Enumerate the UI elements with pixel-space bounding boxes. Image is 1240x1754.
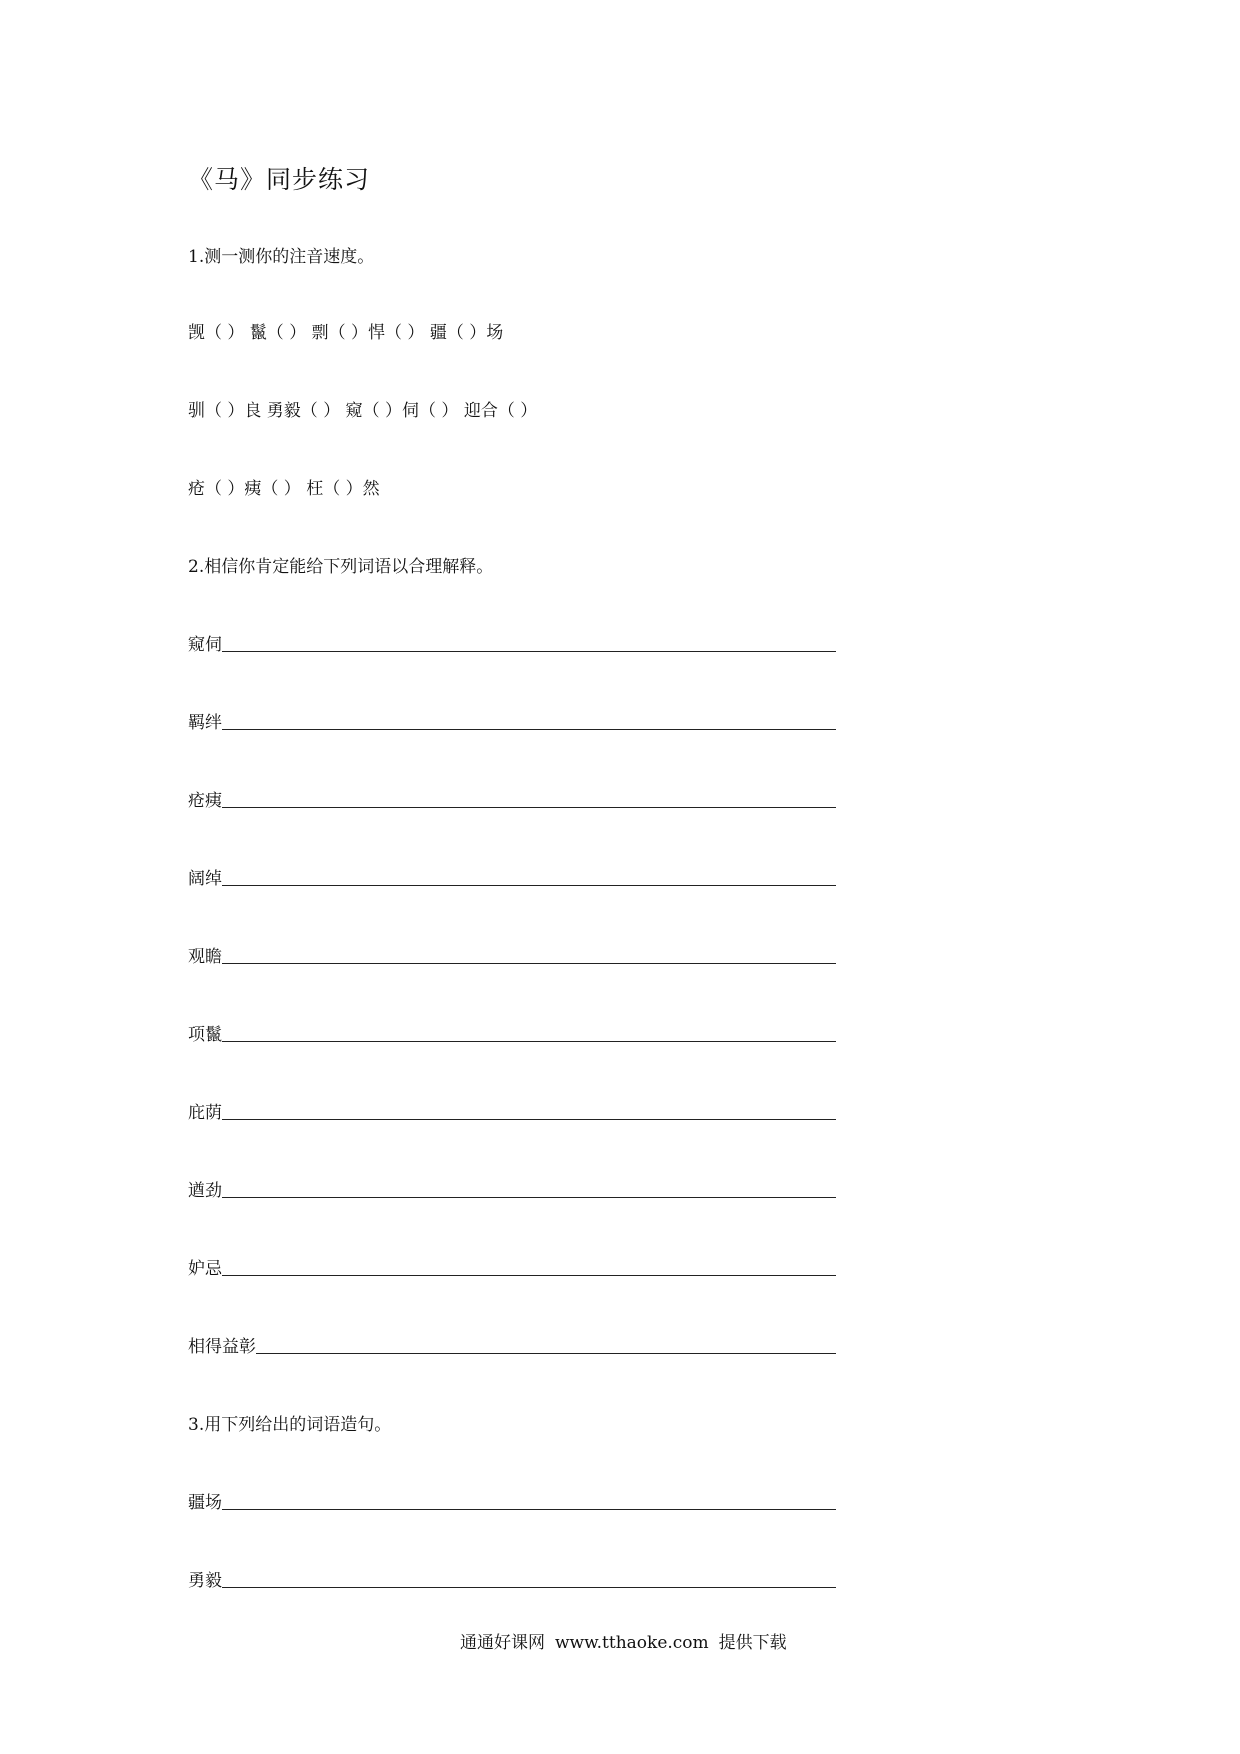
term-label: 妒忌 (188, 1259, 222, 1279)
footer-url[interactable]: www.tthaoke.com (555, 1633, 709, 1653)
answer-line[interactable] (222, 962, 836, 964)
answer-line[interactable] (222, 806, 836, 808)
question-2-heading: 2.相信你肯定能给下列词语以合理解释。 (188, 557, 494, 577)
definition-row (188, 630, 836, 655)
footer-site-name: 通通好课网 (460, 1633, 545, 1653)
pinyin-line-3: 疮（ ）痍（ ） 枉（ ）然 (188, 479, 380, 499)
term-label: 疮痍 (188, 791, 222, 811)
answer-line[interactable] (222, 1274, 836, 1276)
definition-row (188, 708, 836, 733)
term-label: 遒劲 (188, 1181, 222, 1201)
question-3-heading: 3.用下列给出的词语造句。 (188, 1415, 392, 1435)
term-label: 疆场 (188, 1493, 222, 1513)
term-label: 羁绊 (188, 713, 222, 733)
term-label: 庇荫 (188, 1103, 222, 1123)
definition-row (188, 864, 836, 889)
answer-line[interactable] (222, 728, 836, 730)
definition-row (188, 1176, 836, 1201)
term-label: 观瞻 (188, 947, 222, 967)
page-title: 《马》同步练习 (188, 165, 371, 194)
footer-action: 提供下载 (718, 1633, 787, 1653)
term-label: 相得益彰 (188, 1337, 256, 1357)
question-1-heading: 1.测一测你的注音速度。 (188, 247, 375, 267)
answer-line[interactable] (222, 1586, 836, 1588)
definition-row (188, 1020, 836, 1045)
sentence-row (188, 1488, 836, 1513)
term-label: 窥伺 (188, 635, 222, 655)
definition-row (188, 1098, 836, 1123)
answer-line[interactable] (222, 1118, 836, 1120)
answer-line[interactable] (222, 650, 836, 652)
sentence-row (188, 1566, 836, 1591)
pinyin-line-2: 驯（ ）良 勇毅（ ） 窥（ ）伺（ ） 迎合（ ） (188, 401, 538, 421)
term-label: 项鬣 (188, 1025, 222, 1045)
definition-row (188, 786, 836, 811)
answer-line[interactable] (222, 1508, 836, 1510)
footer (460, 1628, 787, 1653)
answer-line[interactable] (222, 1040, 836, 1042)
answer-line[interactable] (222, 884, 836, 886)
answer-line[interactable] (222, 1196, 836, 1198)
definition-row (188, 1332, 836, 1357)
pinyin-line-1: 觊（ ） 鬣（ ） 剽（ ）悍（ ） 疆（ ）场 (188, 323, 504, 343)
definition-row (188, 942, 836, 967)
definition-row (188, 1254, 836, 1279)
answer-line[interactable] (256, 1352, 836, 1354)
term-label: 阔绰 (188, 869, 222, 889)
term-label: 勇毅 (188, 1571, 222, 1591)
